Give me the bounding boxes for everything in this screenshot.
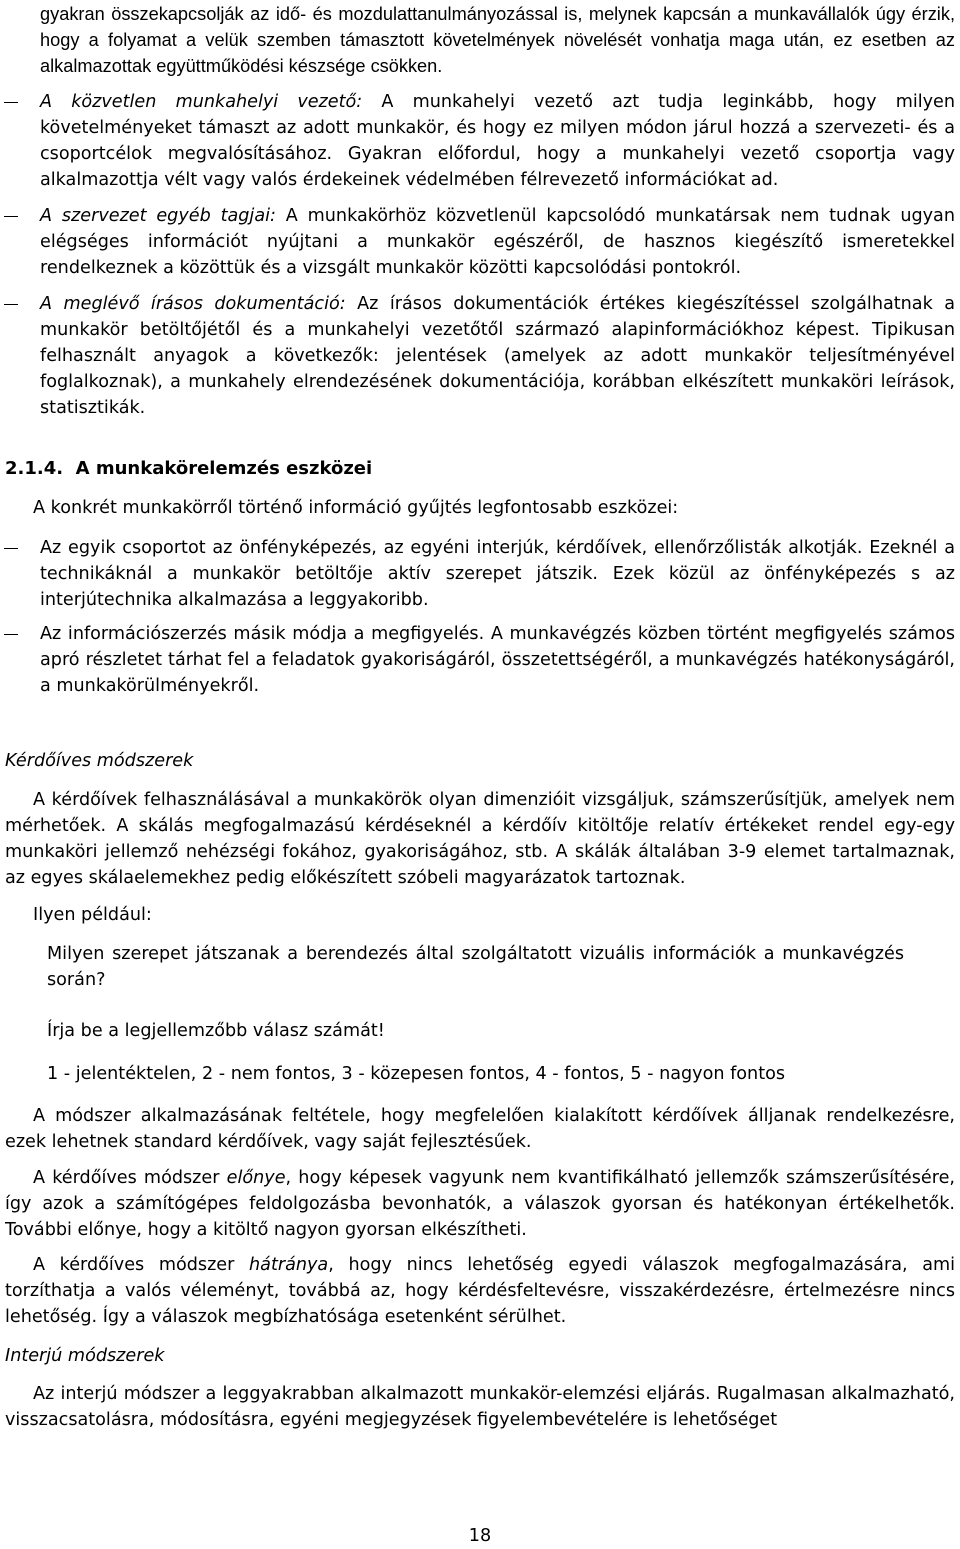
disadvantage-term: hátránya — [249, 1255, 329, 1275]
dash-bullet — [4, 634, 18, 635]
term-label: A közvetlen munkahelyi vezető: — [40, 92, 363, 112]
dash-bullet — [4, 216, 18, 217]
section-heading — [5, 456, 372, 482]
questionnaire-paragraph-disadvantage: A kérdőíves módszer hátránya, hogy nincs lehetőség egyedi válaszok megfogalmazására, ami torzíthatja a valós véleményt, továbbá az, hogy kérdésfeltevésre, visszakérdezésre, értelmezésre nincs lehetőség. Így a válaszok megbízhatósága esetenként sérülhet. — [5, 1255, 956, 1327]
example-scale: 1 - jelentéktelen, 2 - nem fontos, 3 - közepesen fontos, 4 - fontos, 5 - nagyon fontos — [47, 1064, 786, 1084]
tools-intro: A konkrét munkakörről történő információ gyűjtés legfontosabb eszközei: — [33, 498, 679, 518]
dash-bullet — [4, 548, 18, 549]
term-label: A szervezet egyéb tagjai: — [40, 206, 276, 226]
interview-paragraph-1: Az interjú módszer a leggyakrabban alkalmazott munkakör-elemzési eljárás. Rugalmasan alkalmazható, visszacsatolásra, módosításra, egyéni megjegyzések figyelembevételére is lehetőséget — [5, 1384, 955, 1430]
list-item-direct-manager: A közvetlen munkahelyi vezető: A munkahelyi vezető azt tudja leginkább, hogy milyen követelményeket támaszt az adott munkakör, és hogy ez milyen módon járul hozzá a szervezeti- és a csoportcélok megvalósításához. Gyakran előfordul, hogy a munkahelyi vezető csoportja vagy alkalmazottja vélt vagy valós érdekeinek védelmében félrevezető információkat ad. — [40, 92, 955, 190]
interview-heading: Interjú módszerek — [5, 1346, 165, 1366]
term-label: A meglévő írásos dokumentáció: — [40, 294, 346, 314]
list-item-documentation: A meglévő írásos dokumentáció: Az írásos dokumentációk értékes kiegészítéssel szolgálhatnak a munkakör betöltőjétől és a munkahelyi vezetőtől származó alapinformációkhoz képest. Tipikusan felhasznált anyagok a következők: jelentések (amelyek az adott munkakör teljesítményével foglalkoznak), a munkahely elrendezésének dokumentációja, korábban elkészített munkaköri leírások, statisztikák. — [40, 294, 955, 418]
section-title: A munkakörelemzés eszközei — [75, 458, 373, 479]
example-question: Milyen szerepet játszanak a berendezés által szolgáltatott vizuális információk a munkavégzés során? — [47, 944, 904, 990]
paragraph-top: gyakran összekapcsolják az idő- és mozdulattanulmányozással is, melynek kapcsán a munkavállalók úgy érzik, hogy a folyamat a velük szemben támasztott követelmények növelését vonhatja maga után, ez esetben az alkalmazottak együttműködési készsége csökken. — [40, 4, 955, 76]
example-label: Ilyen például: — [33, 905, 152, 925]
example-instruction: Írja be a legjellemzőbb válasz számát! — [47, 1021, 385, 1041]
questionnaire-paragraph-advantage: A kérdőíves módszer előnye, hogy képesek vagyunk nem kvantifikálható jellemzők számszerűsítésére, így azok a számítógépes feldolgozásba bevonhatók, a válaszok gyorsan és hatékonyan értékelhetők. További előnye, hogy a kitöltő nagyon gyorsan elkészítheti. — [5, 1168, 955, 1240]
dash-bullet — [4, 102, 18, 103]
list-item-other-members: A szervezet egyéb tagjai: A munkakörhöz közvetlenül kapcsolódó munkatársak nem tudnak ugyan elégséges információt nyújtani a munkakör egészéről, de hasznos kiegészítő ismeretekkel rendelkeznek a közöttük és a vizsgált munkakör közötti kapcsolódási pontokról. — [40, 206, 955, 278]
section-number: 2.1.4. — [5, 458, 64, 479]
questionnaire-paragraph-2: A módszer alkalmazásának feltétele, hogy megfelelően kialakított kérdőívek álljanak rendelkezésre, ezek lehetnek standard kérdőívek, vagy saját fejlesztésűek. — [5, 1106, 955, 1152]
dash-bullet — [4, 304, 18, 305]
questionnaire-heading: Kérdőíves módszerek — [5, 751, 194, 771]
list-item-tools-observation: Az információszerzés másik módja a megfigyelés. A munkavégzés közben történt megfigyelés számos apró részletet tárhat fel a feladatok gyakoriságáról, összetettségéről, a munkavégzés hatékonyságáról, a munkakörülményekről. — [40, 624, 955, 696]
page-number: 18 — [468, 1526, 492, 1546]
questionnaire-paragraph-1: A kérdőívek felhasználásával a munkakörök olyan dimenzióit vizsgáljuk, számszerűsítjük, amelyek nem mérhetőek. A skálás megfogalmazású kérdéseknél a kérdőív kitöltője relatív értékeket rendel egy-egy munkaköri jellemző nehézségi fokához, gyakoriságához, stb. A skálák általában 3-9 elemet tartalmaznak, az egyes skálaelemekhez pedig előkészített szóbeli magyarázatok tartoznak. — [5, 790, 955, 888]
list-item-tools-self: Az egyik csoportot az önfényképezés, az egyéni interjúk, kérdőívek, ellenőrzőlisták alkotják. Ezeknél a technikáknál a munkakör betöltője aktív szerepet játszik. Ezek közül az önfényképezés s az interjútechnika alkalmazása a leggyakoribb. — [40, 538, 955, 610]
advantage-term: előnye — [226, 1168, 286, 1188]
